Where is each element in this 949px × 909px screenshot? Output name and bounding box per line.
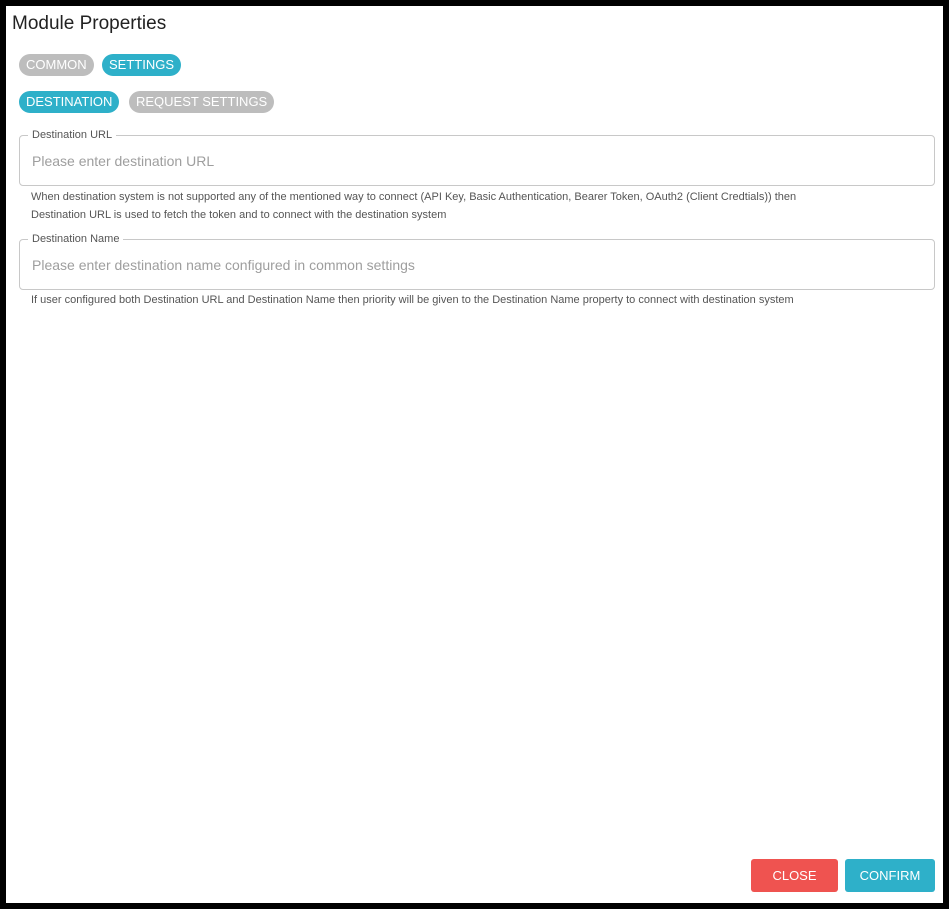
tab-request-settings[interactable]: REQUEST SETTINGS (129, 91, 274, 113)
destination-url-help (31, 188, 911, 224)
destination-name-input[interactable] (20, 240, 934, 289)
destination-name-field (19, 233, 935, 290)
destination-name-help-line1: If user configured both Destination URL and Destination Name then priority will be given to the Destination Name property to connect with destination system (31, 294, 794, 306)
confirm-button[interactable]: CONFIRM (845, 859, 935, 892)
destination-url-field (19, 129, 935, 186)
destination-url-help-line2: Destination URL is used to fetch the token and to connect with the destination system (31, 209, 447, 221)
destination-url-label: Destination URL (28, 128, 116, 142)
destination-url-input[interactable] (20, 136, 934, 185)
destination-url-help-line1: When destination system is not supported any of the mentioned way to connect (API Key, Basic Authentication, Bearer Token, OAuth2 (Client Credtials)) then (31, 191, 797, 203)
tab-settings[interactable]: SETTINGS (102, 54, 181, 76)
close-button[interactable]: CLOSE (751, 859, 838, 892)
destination-name-label: Destination Name (28, 232, 123, 246)
tab-destination[interactable]: DESTINATION (19, 91, 119, 113)
tab-common[interactable]: COMMON (19, 54, 94, 76)
dialog-title: Module Properties (12, 13, 167, 34)
destination-name-help (31, 291, 911, 309)
